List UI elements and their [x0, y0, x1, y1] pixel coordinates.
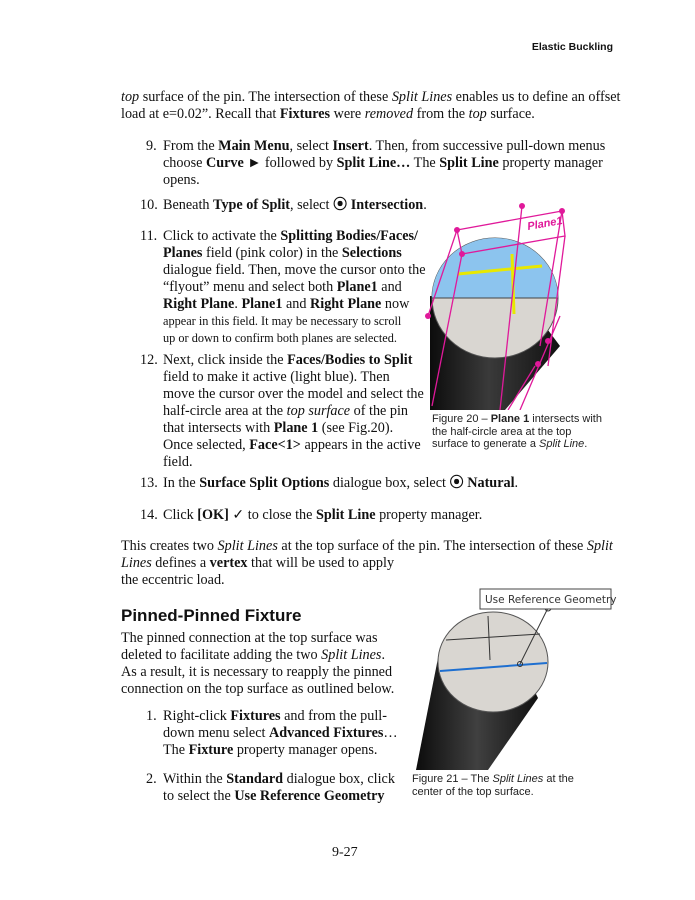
step-9: 9. From the Main Menu, select Insert. Then, from successive pull-down menus choose Curve ► followed by Split Line… The Split Line property manager opens. — [146, 138, 606, 188]
pinned-step-1: 1. Right-click Fixtures and from the pull- down menu select Advanced Fixtures… The Fixture property manager opens. — [146, 708, 398, 758]
step-14: 14. Click [OK] ✓ to close the Split Line property manager. — [140, 507, 483, 523]
pinned-step-2: 2. Within the Standard dialogue box, click to select the Use Reference Geometry — [146, 771, 395, 804]
intro-line-1: top surface of the pin. The intersection of these Split Lines enables us to define an offset — [121, 89, 621, 105]
section-title: Pinned-Pinned Fixture — [121, 606, 302, 625]
figure-20-image — [410, 196, 580, 410]
figure-21-caption: Figure 21 – The Split Lines at the center of the top surface. — [412, 773, 574, 798]
step-13: 13. In the Surface Split Options dialogue box, select ⦿ Natural. — [140, 475, 519, 491]
callout-text: Use Reference Geometry — [485, 594, 617, 606]
step-12: 12. Next, click inside the Faces/Bodies to Split field to make it active (light blue). Then move the cursor over the model and select the half-circle area at the top surface of the pin that intersects with Plane 1 (see Fig.20). Once selected, Face<1> appears in the active field. — [140, 352, 424, 470]
pinned-paragraph: The pinned connection at the top surface was deleted to facilitate adding the two Split Lines. As a result, it is necessary to reapply the pinned connection on the top surface as outlined below. — [121, 630, 395, 697]
plane1-label: Plane1 — [526, 214, 564, 233]
top-face — [438, 612, 548, 712]
step-10: 10. Beneath Type of Split, select ⦿ Intersection. — [140, 197, 427, 213]
page-number: 9-27 — [332, 845, 358, 860]
running-header: Elastic Buckling — [531, 41, 613, 53]
intro-line-2: load at e=0.02”. Recall that Fixtures were removed from the top surface. — [121, 106, 535, 122]
step-11: 11. Click to activate the Splitting Bodies/Faces/ Planes field (pink color) in the Selections dialogue field. Then, move the cursor onto the “flyout” menu and select both Plane1 and Right Plane. Plane1 and Right Plane now appear in this field. It may be necessary to scroll up or down to confirm both planes are selected. — [140, 228, 426, 345]
figure-20-caption: Figure 20 – Plane 1 intersects with the half-circle area at the top surface to generate a Split Line. — [432, 413, 602, 450]
creates-paragraph: This creates two Split Lines at the top surface of the pin. The intersection of these Split Lines defines a vertex that will be used to apply the eccentric load. — [121, 538, 613, 588]
figure-21-image — [408, 588, 618, 770]
